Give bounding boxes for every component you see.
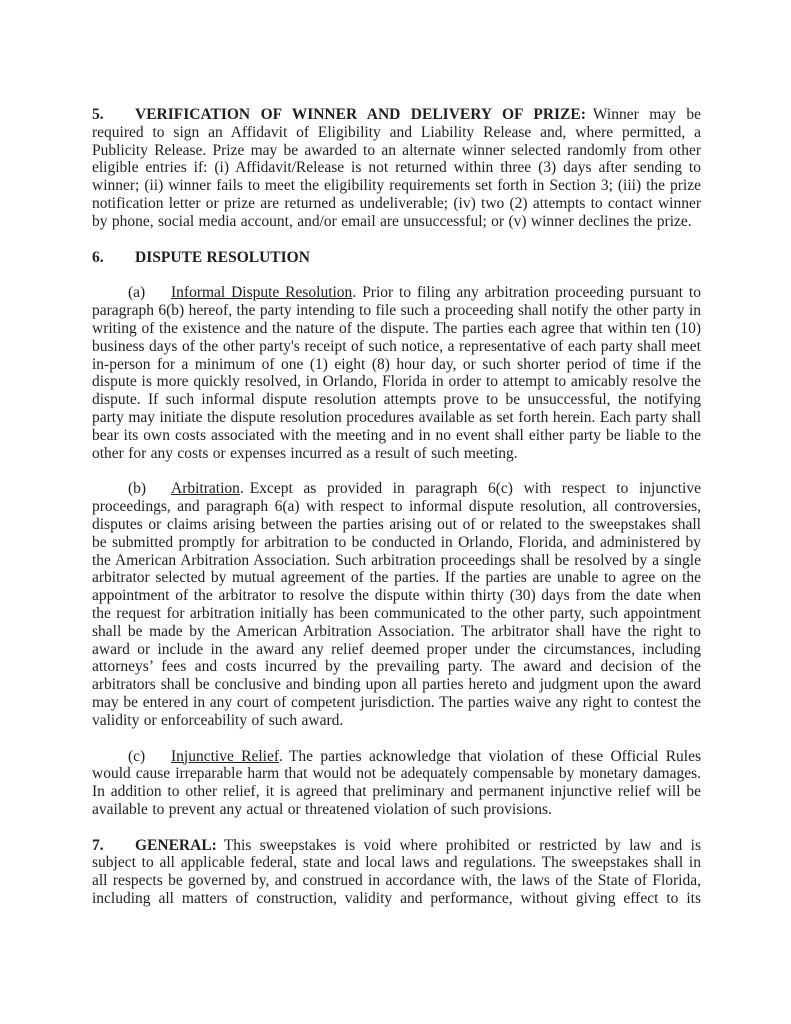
section-6-heading: DISPUTE RESOLUTION [135, 248, 310, 266]
section-6b-paragraph [92, 480, 701, 729]
section-5-paragraph [92, 106, 701, 231]
section-6a-paragraph [92, 284, 701, 462]
section-5-number: 5. [92, 106, 104, 123]
section-6-heading-line [92, 249, 701, 267]
section-7-paragraph [92, 837, 701, 908]
section-6c-separator: . [279, 747, 283, 765]
section-6b-body: Except as provided in paragraph 6(c) with respect to injunctive proceedings, and paragraph 6(a) with respect to informal dispute resolution, all controversies, disputes or claims arising between the parties arising out of or related to the sweepstakes shall be submitted promptly for arbitration to be conducted in Orlando, Florida, and administered by the American Arbitration Association. Such arbitration proceedings shall be resolved by a single arbitrator selected by mutual agreement of the parties. If the parties are unable to agree on the appointment of the arbitrator to resolve the dispute within thirty (30) days from the date when the request for arbitration initially has been communicated to the other party, such appointment shall be made by the American Arbitration Association. The arbitrator shall have the right to award or include in the award any relief deemed proper under the circumstances, including attorneys’ fees and costs incurred by the prevailing party. The award and decision of the arbitrators shall be conclusive and binding upon all parties hereto and judgment upon the award may be entered in any court of competent jurisdiction. The parties waive any right to contest the validity or enforceability of such award. [92, 480, 701, 729]
section-6c-heading: Injunctive Relief [171, 747, 280, 765]
page-text-block [92, 106, 701, 908]
section-6a-body: Prior to filing any arbitration proceeding pursuant to paragraph 6(b) hereof, the party intending to file such a proceeding shall notify the other party in writing of the existence and the nature of the dispute. The parties each agree that within ten (10) business days of the other party's receipt of such notice, a representative of each party shall meet in-person for a minimum of one (1) eight (8) hour day, or such shorter period of time if the dispute is more quickly resolved, in Orlando, Florida in order to attempt to amicably resolve the dispute. If such informal dispute resolution attempts prove to be unsuccessful, the notifying party may initiate the dispute resolution procedures available as set forth herein. Each party shall bear its own costs associated with the meeting and in no event shall either party be liable to the other for any costs or expenses incurred as a result of such meeting. [92, 284, 701, 462]
section-6c-label: (c) [128, 747, 146, 765]
section-7-heading: GENERAL: [135, 836, 217, 854]
section-5-heading: VERIFICATION OF WINNER AND DELIVERY OF PRIZE: [135, 106, 586, 123]
section-6b-heading: Arbitration [171, 480, 240, 498]
section-6a-heading: Informal Dispute Resolution [171, 284, 353, 302]
section-6a-label: (a) [128, 284, 146, 302]
section-6-number: 6. [92, 248, 104, 266]
section-6b-label: (b) [128, 480, 147, 498]
section-5-body: Winner may be required to sign an Affidavit of Eligibility and Liability Release and, where permitted, a Publicity Release. Prize may be awarded to an alternate winner selected randomly from other eligible entries if: (i) Affidavit/Release is not returned within three (3) days after sending to winner; (ii) winner fails to meet the eligibility requirements set forth in Section 3; (iii) the prize notification letter or prize are returned as undeliverable; (iv) two (2) attempts to contact winner by phone, social media account, and/or email are unsuccessful; or (v) winner declines the prize. [92, 106, 701, 230]
section-7-body: This sweepstakes is void where prohibited or restricted by law and is subject to all applicable federal, state and local laws and regulations. The sweepstakes shall in all respects be governed by, and construed in accordance with, the laws of the State of Florida, including all matters of construction, validity and performance, without giving effect to its [92, 836, 701, 908]
section-6a-separator: . [352, 284, 357, 302]
section-7-number: 7. [92, 836, 104, 854]
section-6c-body: The parties acknowledge that violation of these Official Rules would cause irreparable harm that would not be adequately compensable by monetary damages. In addition to other relief, it is agreed that preliminary and permanent injunctive relief will be available to prevent any actual or threatened violation of such provisions. [92, 747, 702, 818]
section-6b-separator: . [239, 480, 244, 498]
section-6c-paragraph [92, 748, 701, 819]
